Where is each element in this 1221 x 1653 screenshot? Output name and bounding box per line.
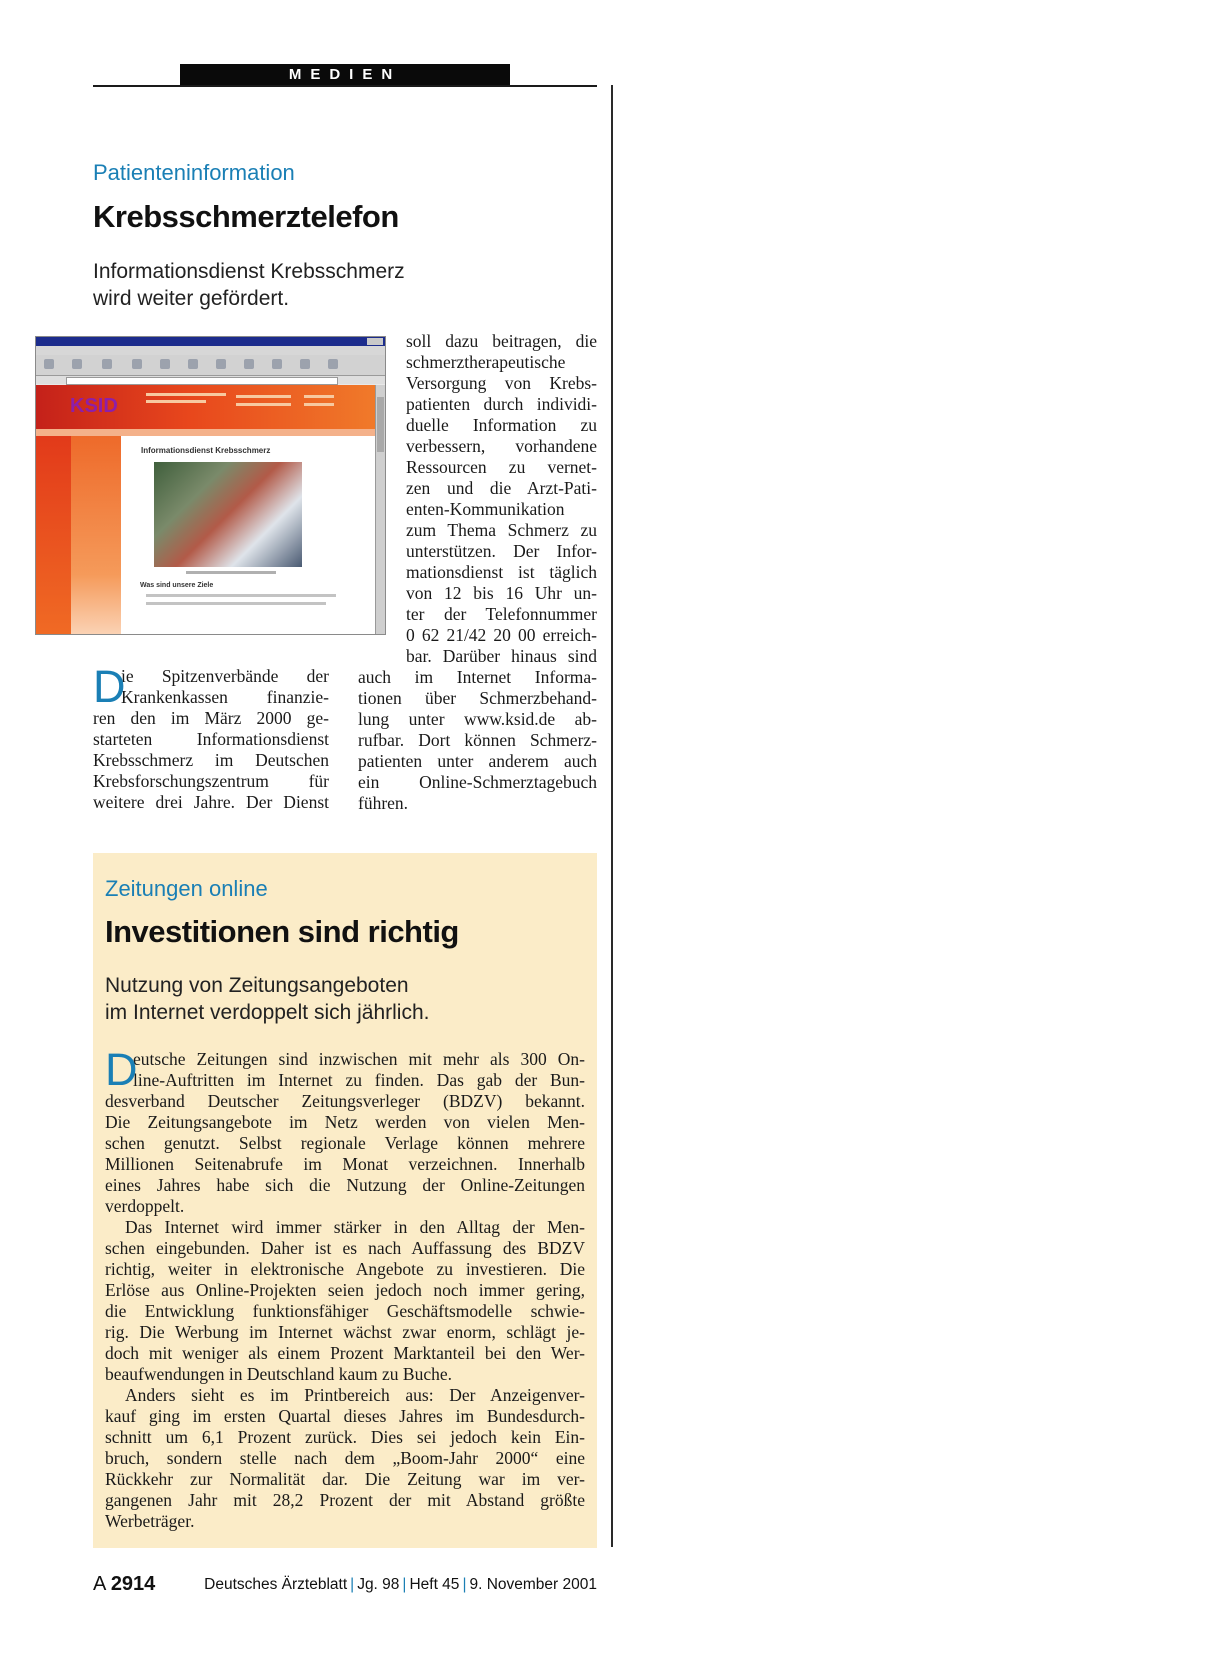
text-line: unterstützen. Der Infor- — [406, 541, 597, 561]
text-line: ein Online-Schmerztagebuch — [358, 772, 597, 792]
lead-line: im Internet verdoppelt sich jährlich. — [105, 1001, 430, 1024]
text-line: führen. — [358, 793, 409, 813]
text-line: mationsdienst ist täglich — [406, 562, 597, 582]
text-line: verbessern, vorhandene — [406, 436, 597, 456]
text-line: richtig, weiter in elektronische Angebote zu investieren. Die — [105, 1259, 585, 1279]
browser-address-bar — [36, 376, 385, 384]
text-line: ter der Telefonnummer — [406, 604, 597, 624]
ksid-logo: KSID — [70, 395, 118, 417]
page-number — [93, 1573, 155, 1596]
text-line: schen genutzt. Selbst regionale Verlage können mehrere — [105, 1133, 585, 1153]
text-line: weitere drei Jahre. Der Dienst — [93, 792, 329, 812]
text-line: lung unter www.ksid.de ab- — [358, 709, 597, 729]
section-label: MEDIEN — [180, 64, 510, 86]
text-line: soll dazu beitragen, die — [406, 331, 597, 351]
article2-body — [105, 1044, 585, 1532]
journal-info: Deutsches Ärzteblatt | Jg. 98 | Heft 45 | 9. November 2001 — [204, 1576, 597, 1593]
article1-kicker: Patienteninformation — [93, 160, 295, 185]
text-line: gangenen Jahr mit 28,2 Prozent der mit Abstand größte — [105, 1490, 585, 1510]
text-line: Rückkehr zur Normalität dar. Die Zeitung war im ver- — [105, 1469, 585, 1489]
article1-headline: Krebsschmerztelefon — [93, 199, 399, 234]
column-divider — [611, 85, 613, 1547]
journal-issue: Heft 45 — [409, 1576, 460, 1593]
text-line: ie Spitzenverbände der — [121, 666, 329, 686]
website-heading: Informationsdienst Krebsschmerz — [141, 446, 271, 455]
text-line: desverband Deutscher Zeitungsverleger (BDZV) bekannt. — [105, 1091, 585, 1111]
text-line: Ressourcen zu vernet- — [406, 457, 597, 477]
text-line: doch mit weniger als einem Prozent Marktanteil bei den Wer- — [105, 1343, 585, 1363]
dropcap: D — [105, 1044, 138, 1095]
text-line: eutsche Zeitungen sind inzwischen mit mehr als 300 On- — [133, 1049, 585, 1069]
journal-volume: Jg. 98 — [357, 1576, 400, 1593]
header-rule — [93, 85, 597, 87]
text-line: Anders sieht es im Printbereich aus: Der Anzeigenver- — [125, 1385, 585, 1405]
page-footer — [93, 1573, 597, 1597]
text-line: starteten Informationsdienst — [93, 729, 329, 749]
text-line: enten-Kommunikation — [406, 499, 565, 519]
text-line: Das Internet wird immer stärker in den Alltag der Men- — [125, 1217, 585, 1237]
text-line: zum Thema Schmerz zu — [406, 520, 597, 540]
text-line: Krebsforschungszentrum für — [93, 771, 329, 791]
website-photo — [154, 462, 302, 567]
journal-name: Deutsches Ärzteblatt — [204, 1576, 348, 1593]
text-line: Versorgung von Krebs- — [406, 373, 597, 393]
text-line: rufbar. Dort können Schmerz- — [358, 730, 597, 750]
text-line: verdoppelt. — [105, 1196, 185, 1216]
text-line: bruch, sondern stelle nach dem „Boom-Jahr 2000“ eine — [105, 1448, 585, 1468]
dropcap: D — [93, 661, 126, 712]
article1-right-column-lower — [358, 667, 597, 814]
window-controls-icon — [367, 338, 383, 345]
text-line: Krebsschmerz im Deutschen — [93, 750, 329, 770]
page-number-value: 2914 — [110, 1573, 156, 1595]
journal-date: 9. November 2001 — [469, 1576, 597, 1593]
article1-right-column-upper — [406, 331, 597, 667]
browser-scrollbar — [375, 385, 385, 634]
text-line: Millionen Seitenabrufe im Monat verzeichnen. Innerhalb — [105, 1154, 585, 1174]
text-line: rig. Die Werbung im Internet wächst zwar enorm, schlägt je- — [105, 1322, 585, 1342]
text-line: 0 62 21/42 20 00 erreich- — [406, 625, 597, 645]
website-sidebar — [36, 436, 71, 634]
text-line: line-Auftritten im Internet zu finden. Das gab der Bun- — [133, 1070, 585, 1090]
browser-titlebar — [36, 337, 385, 346]
lead-line: Nutzung von Zeitungsangeboten — [105, 974, 409, 997]
article1-lead — [93, 258, 405, 312]
lead-line: wird weiter gefördert. — [93, 287, 290, 310]
text-line: Werbeträger. — [105, 1511, 195, 1531]
website-nav — [36, 429, 376, 436]
browser-menubar — [36, 346, 385, 355]
text-line: bar. Darüber hinaus sind — [406, 646, 597, 666]
website-content — [36, 385, 376, 634]
text-line: schen eingebunden. Daher ist es nach Auffassung des BDZV — [105, 1238, 585, 1258]
text-line: patienten durch individi- — [406, 394, 597, 414]
website-subheading: Was sind unsere Ziele — [140, 582, 214, 589]
text-line: schmerztherapeutische — [406, 352, 566, 372]
article2-headline: Investitionen sind richtig — [105, 914, 459, 949]
page-prefix: A — [93, 1573, 106, 1595]
text-line: patienten unter anderem auch — [358, 751, 597, 771]
text-line: schnitt um 6,1 Prozent zurück. Dies sei jedoch kein Ein- — [105, 1427, 585, 1447]
text-line: kauf ging im ersten Quartal dieses Jahres im Bundesdurch- — [105, 1406, 585, 1426]
text-line: Die Zeitungsangebote im Netz werden von vielen Men- — [105, 1112, 585, 1132]
text-line: beaufwendungen in Deutschland kaum zu Buche. — [105, 1364, 452, 1384]
text-line: ren den im März 2000 ge- — [93, 708, 329, 728]
text-line: Krankenkassen finanzie- — [121, 687, 329, 707]
text-line: duelle Information zu — [406, 415, 597, 435]
text-line: auch im Internet Informa- — [358, 667, 597, 687]
article2-lead — [105, 972, 430, 1026]
article1-left-column — [93, 661, 329, 813]
text-line: tionen über Schmerzbehand- — [358, 688, 597, 708]
text-line: zen und die Arzt-Pati- — [406, 478, 597, 498]
text-line: Erlöse aus Online-Projekten seien jedoch noch immer gering, — [105, 1280, 585, 1300]
browser-toolbar — [36, 355, 385, 376]
lead-line: Informationsdienst Krebsschmerz — [93, 260, 405, 283]
website-banner — [36, 385, 376, 429]
article2-kicker: Zeitungen online — [105, 876, 268, 901]
website-screenshot-image — [35, 336, 386, 635]
text-line: die Entwicklung funktionsfähiger Geschäftsmodelle schwie- — [105, 1301, 585, 1321]
text-line: von 12 bis 16 Uhr un- — [406, 583, 597, 603]
text-line: eines Jahres habe sich die Nutzung der Online-Zeitungen — [105, 1175, 585, 1195]
